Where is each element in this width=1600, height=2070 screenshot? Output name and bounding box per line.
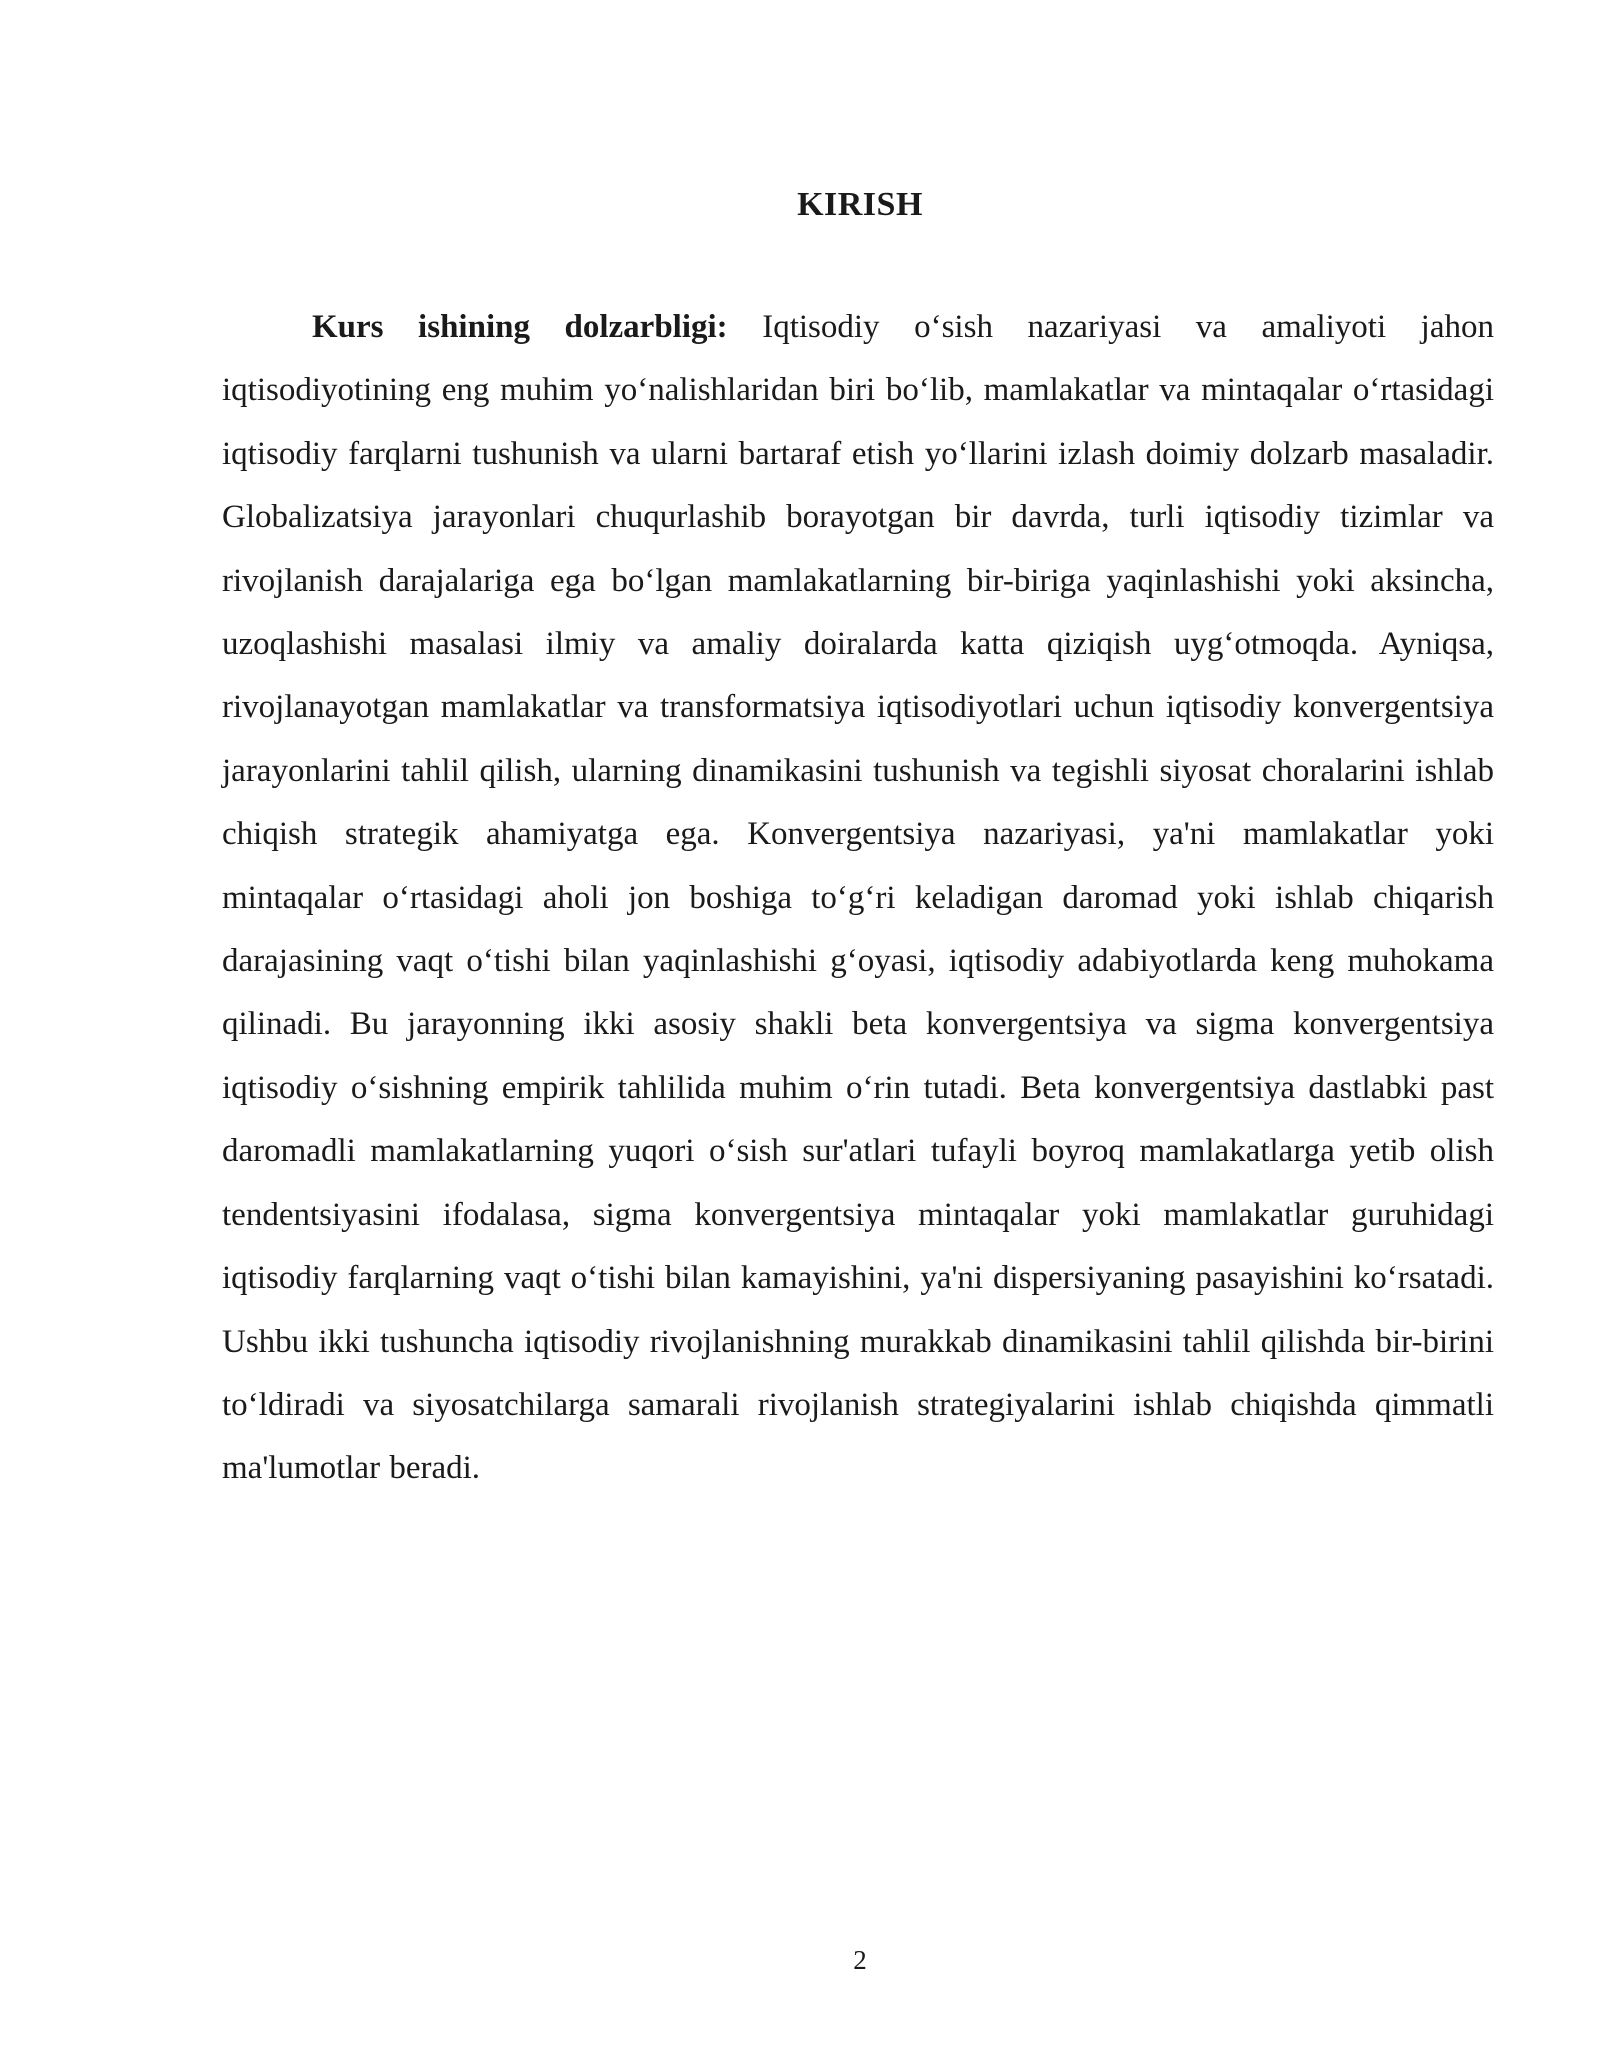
page-number: 2 xyxy=(853,1945,867,1975)
paragraph-lead: Kurs ishining dolzarbligi: xyxy=(312,309,728,345)
body-paragraph xyxy=(222,296,1494,1501)
section-heading: KIRISH xyxy=(797,186,923,223)
paragraph-text: Iqtisodiy o‘sish nazariyasi va amaliyoti jahon iqtisodiyotining eng muhim yo‘nalishlaridan biri bo‘lib, mamlakatlar va mintaqalar o‘rtasidagi iqtisodiy farqlarni tushunish va ularni bartaraf etish yo‘llarini izlash doimiy dolzarb masaladir. Globalizatsiya jarayonlari chuqurlashib borayotgan bir davrda, turli iqtisodiy tizimlar va rivojlanish darajalariga ega bo‘lgan mamlakatlarning bir-biriga yaqinlashishi yoki aksincha, uzoqlashishi masalasi ilmiy va amaliy doiralarda katta qiziqish uyg‘otmoqda. Ayniqsa, rivojlanayotgan mamlakatlar va transformatsiya iqtisodiyotlari uchun iqtisodiy konvergentsiya jarayonlarini tahlil qilish, ularning dinamikasini tushunish va tegishli siyosat choralarini ishlab chiqish strategik ahamiyatga ega. Konvergentsiya nazariyasi, ya'ni mamlakatlar yoki mintaqalar o‘rtasidagi aholi jon boshiga to‘g‘ri keladigan daromad yoki ishlab chiqarish darajasining vaqt o‘tishi bilan yaqinlashishi g‘oyasi, iqtisodiy adabiyotlarda keng muhokama qilinadi. Bu jarayonning ikki asosiy shakli beta konvergentsiya va sigma konvergentsiya iqtisodiy o‘sishning empirik tahlilida muhim o‘rin tutadi. Beta konvergentsiya dastlabki past daromadli mamlakatlarning yuqori o‘sish sur'atlari tufayli boyroq mamlakatlarga yetib olish tendentsiyasini ifodalasa, sigma konvergentsiya mintaqalar yoki mamlakatlar guruhidagi iqtisodiy farqlarning vaqt o‘tishi bilan kamayishini, ya'ni dispersiyaning pasayishini ko‘rsatadi. Ushbu ikki tushuncha iqtisodiy rivojlanishning murakkab dinamikasini tahlil qilishda bir-birini to‘ldiradi va siyosatchilarga samarali rivojlanish strategiyalarini ishlab chiqishda qimmatli ma'lumotlar beradi. xyxy=(222,309,1494,1487)
